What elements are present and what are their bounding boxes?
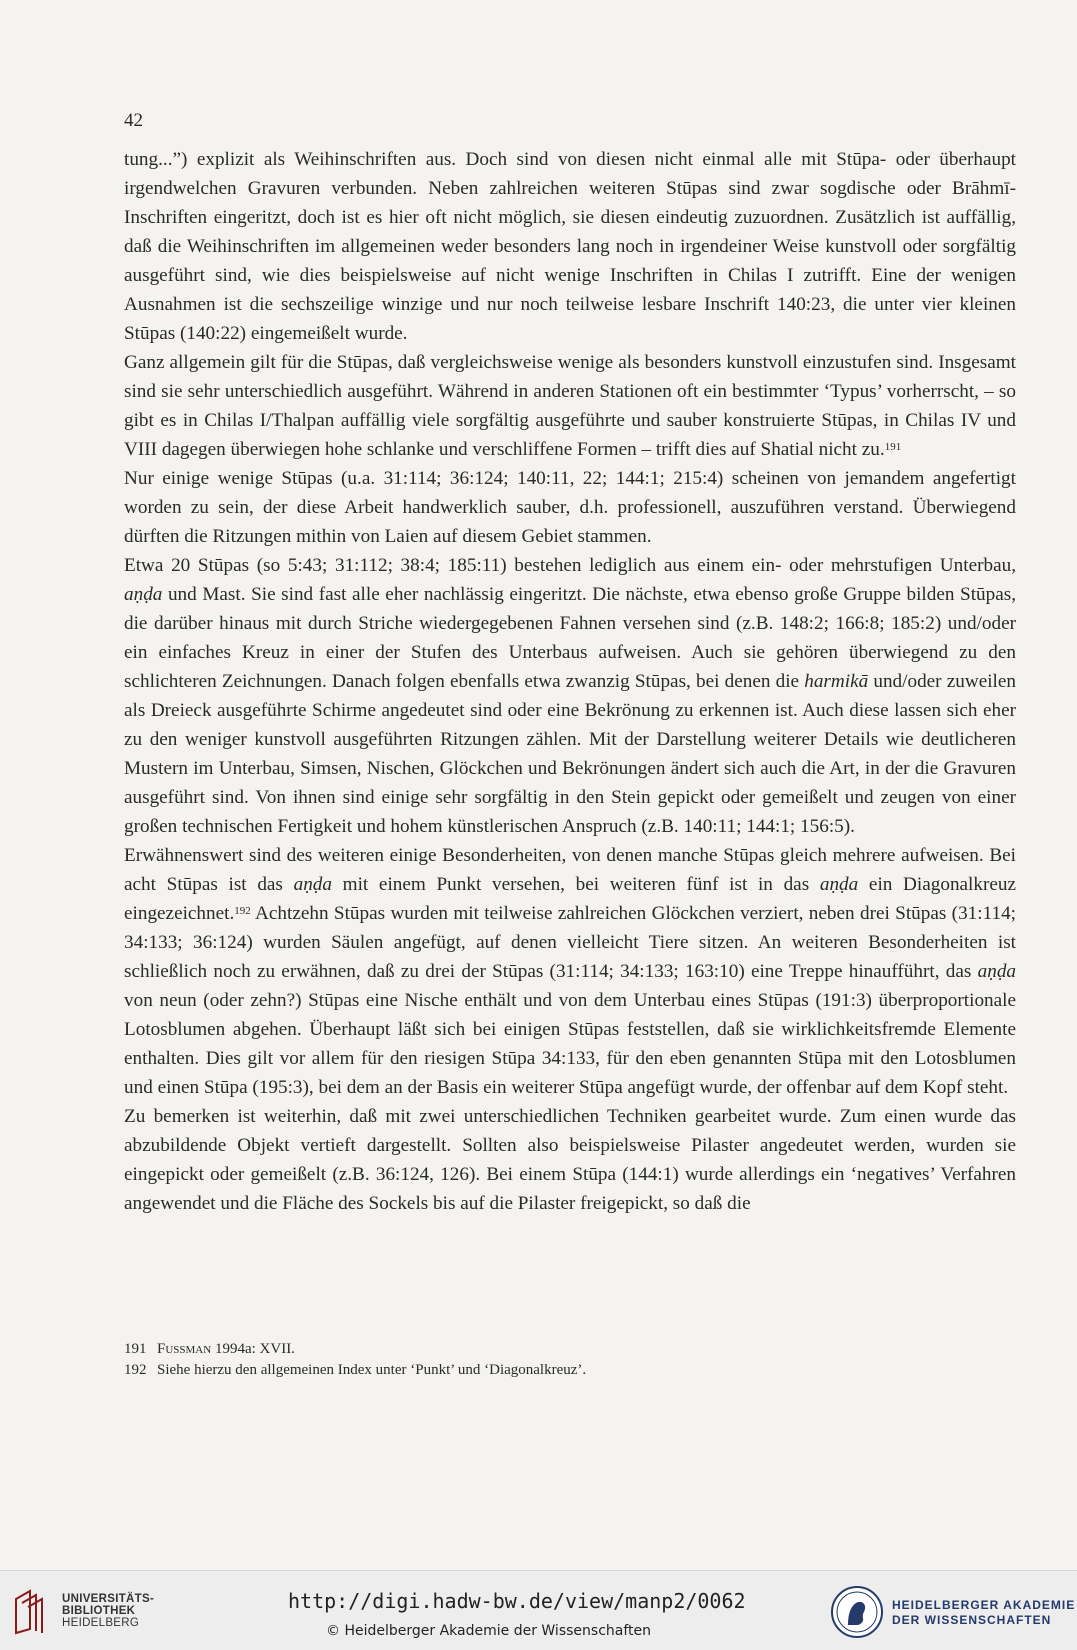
paragraph-6: Zu bemerken ist weiterhin, daß mit zwei unterschiedlichen Techniken gearbeitet wurde. Zum einen wurde das abzubildende Objekt vertieft dargestellt. Sollten also beispielsweise Pilaster angedeutet werden, wurden sie eingepickt oder gemeißelt (z.B. 36:124, 126). Bei einem Stūpa (144:1) wurde allerdings ein ‘negatives’ Verfahren angewendet und die Fläche des Sockels bis auf die Pilaster freigepickt, so daß die — [124, 1106, 1016, 1214]
paragraph-5-text-c: ein Diagonalkreuz eingezeichnet. — [124, 874, 1016, 924]
footnote-text: Siehe hierzu den allgemeinen Index unter ‘Punkt’ und ‘Diagonalkreuz’. — [157, 1362, 587, 1378]
paragraph-1: tung...”) explizit als Weihinschriften aus. Doch sind von diesen nicht einmal alle mit Stūpa- oder überhaupt irgendwelchen Gravuren verbunden. Neben zahlreichen weiteren Stūpas sind zwar sogdische oder Brāhmī-Inschriften eingeritzt, doch ist es hier oft nicht möglich, sie diesen eindeutig zuzuordnen. Zusätzlich ist auffällig, daß die Weihinschriften im allgemeinen weder besonders lang noch in irgendeiner Weise kunstvoll oder sorgfältig ausgeführt sind, wie dies beispielsweise auf nicht wenige Inschriften in Chilas I zutrifft. Eine der wenigen Ausnahmen ist die sechszeilige winzige und nur noch teilweise lesbare Inschrift 140:23, die unter vier kleinen Stūpas (140:22) eingemeißelt wurde. — [124, 149, 1016, 344]
footer-bar — [0, 1570, 1077, 1650]
footnote-number: 191 — [124, 1341, 147, 1357]
footnote-191 — [124, 1339, 1016, 1360]
academy-name-line-2: DER WISSENSCHAFTEN — [892, 1613, 1052, 1627]
paragraph-5-text-a: Erwähnenswert sind des weiteren einige Besonderheiten, von denen manche Stūpas gleich mehrere aufweisen. Bei acht Stūpas ist das — [124, 845, 1016, 895]
paragraph-2 — [124, 348, 1016, 464]
footnote-citation: 1994a: XVII. — [211, 1341, 295, 1357]
paragraph-4-text-a: Etwa 20 Stūpas (so 5:43; 31:112; 38:4; 185:11) bestehen lediglich aus einem ein- oder mehrstufigen Unterbau, — [124, 555, 1016, 576]
academy-name — [892, 1598, 1075, 1628]
paragraph-5-text-e: von neun (oder zehn?) Stūpas eine Nische enthält und von dem Unterbau eines Stūpas (191:3) überproportionale Lotosblumen abgehen. Überhaupt läßt sich bei einigen Stūpas feststellen, daß sie wirklichkeitsfremde Elemente enthalten. Dies gilt vor allem für den riesigen Stūpa 34:133, für den eben genannten Stūpa mit den Lotosblumen und einen Stūpa (195:3), bei dem an der Basis ein weiterer Stūpa angefügt wurde, der offenbar auf dem Kopf steht. — [124, 990, 1016, 1098]
paragraph-4-text-b: und Mast. Sie sind fast alle eher nachlässig eingeritzt. Die nächste, etwa ebenso große Gruppe bilden Stūpas, die darüber hinaus mit durch Striche wiedergegebenen Fahnen versehen sind (z.B. 148:2; 166:8; 185:2) und/oder ein einfaches Kreuz in einer der Stufen des Unterbaus aufweisen. Auch sie gehören überwiegend zu den schlichteren Zeichnungen. Danach folgen ebenfalls etwa zwanzig Stūpas, bei denen die — [124, 584, 1016, 692]
term-harmika: harmikā — [804, 671, 869, 692]
footnote-number: 192 — [124, 1362, 147, 1378]
footnotes — [124, 1339, 1016, 1381]
academy-seal-icon[interactable] — [830, 1585, 884, 1639]
body-text — [124, 145, 1016, 1218]
footnote-author: Fussman — [157, 1341, 212, 1357]
term-anda: aṇḍa — [124, 584, 163, 605]
footnote-192 — [124, 1360, 1016, 1381]
paragraph-5 — [124, 841, 1016, 1102]
term-anda: aṇḍa — [293, 874, 332, 895]
paragraph-3: Nur einige wenige Stūpas (u.a. 31:114; 36:124; 140:11, 22; 144:1; 215:4) scheinen von jemandem angefertigt worden zu sein, der diese Arbeit handwerklich sauber, d.h. professionell, auszuführen verstand. Überwiegend dürften die Ritzungen mithin von Laien auf diesem Gebiet stammen. — [124, 468, 1016, 547]
university-library-name — [62, 1593, 154, 1629]
paragraph-4 — [124, 551, 1016, 841]
paragraph-4-text-c: und/oder zuweilen als Dreieck ausgeführte Schirme angedeutet sind oder eine Bekrönung zu erkennen ist. Auch diese lassen sich eher zu den weniger kunstvoll ausgeführten Ritzungen zählen. Mit der Darstellung weiterer Details wie deutlicheren Mustern im Unterbau, Simsen, Nischen, Glöckchen und Bekrönungen ändert sich auch die Art, in der die Gravuren ausgeführt sind. Von ihnen sind einige sehr sorgfältig in den Stein gepickt oder gemeißelt und zeugen von einer großen technischen Fertigkeit und hohem künstlerischen Anspruch (z.B. 140:11; 144:1; 156:5). — [124, 671, 1016, 837]
footnote-ref-192[interactable]: 192 — [234, 905, 251, 917]
page-number: 42 — [124, 110, 143, 131]
page-url-link[interactable]: http://digi.hadw-bw.de/view/manp2/0062 — [288, 1589, 746, 1613]
paragraph-5-text-d: Achtzehn Stūpas wurden mit teilweise zahlreichen Glöckchen verziert, neben drei Stūpas (31:114; 34:133; 36:124) wurden Säulen angefügt, auf denen vielleicht Tiere sitzen. An weiteren Besonderheiten ist schließlich noch zu erwähnen, daß zu drei der Stūpas (31:114; 34:133; 163:10) eine Treppe hinaufführt, das — [124, 903, 1016, 982]
footnote-ref-191[interactable]: 191 — [884, 441, 902, 453]
term-anda: aṇḍa — [977, 961, 1016, 982]
paragraph-5-text-b: mit einem Punkt versehen, bei weiteren fünf ist in das — [331, 874, 820, 895]
term-anda: aṇḍa — [819, 874, 859, 895]
library-name-line-1: UNIVERSITÄTS- — [62, 1593, 155, 1605]
university-library-logo-icon[interactable] — [12, 1589, 52, 1635]
library-name-line-3: HEIDELBERG — [62, 1617, 140, 1629]
library-name-line-2: BIBLIOTHEK — [62, 1605, 136, 1617]
footnote-text — [157, 1339, 295, 1360]
copyright-notice: © Heidelberger Akademie der Wissenschaften — [326, 1623, 652, 1639]
academy-name-line-1: HEIDELBERGER AKADEMIE — [892, 1598, 1076, 1612]
paragraph-2-text: Ganz allgemein gilt für die Stūpas, daß vergleichsweise wenige als besonders kunstvoll einzustufen sind. Insgesamt sind sie sehr unterschiedlich ausgeführt. Während in anderen Stationen oft ein bestimmter ‘Typus’ vorherrscht, – so gibt es in Chilas I/Thalpan auffällig viele sorgfältig ausgeführte und sauber konstruierte Stūpas, in Chilas IV und VIII dagegen überwiegen hohe schlanke und verschliffene Formen – trifft dies auf Shatial nicht zu. — [124, 352, 1016, 460]
